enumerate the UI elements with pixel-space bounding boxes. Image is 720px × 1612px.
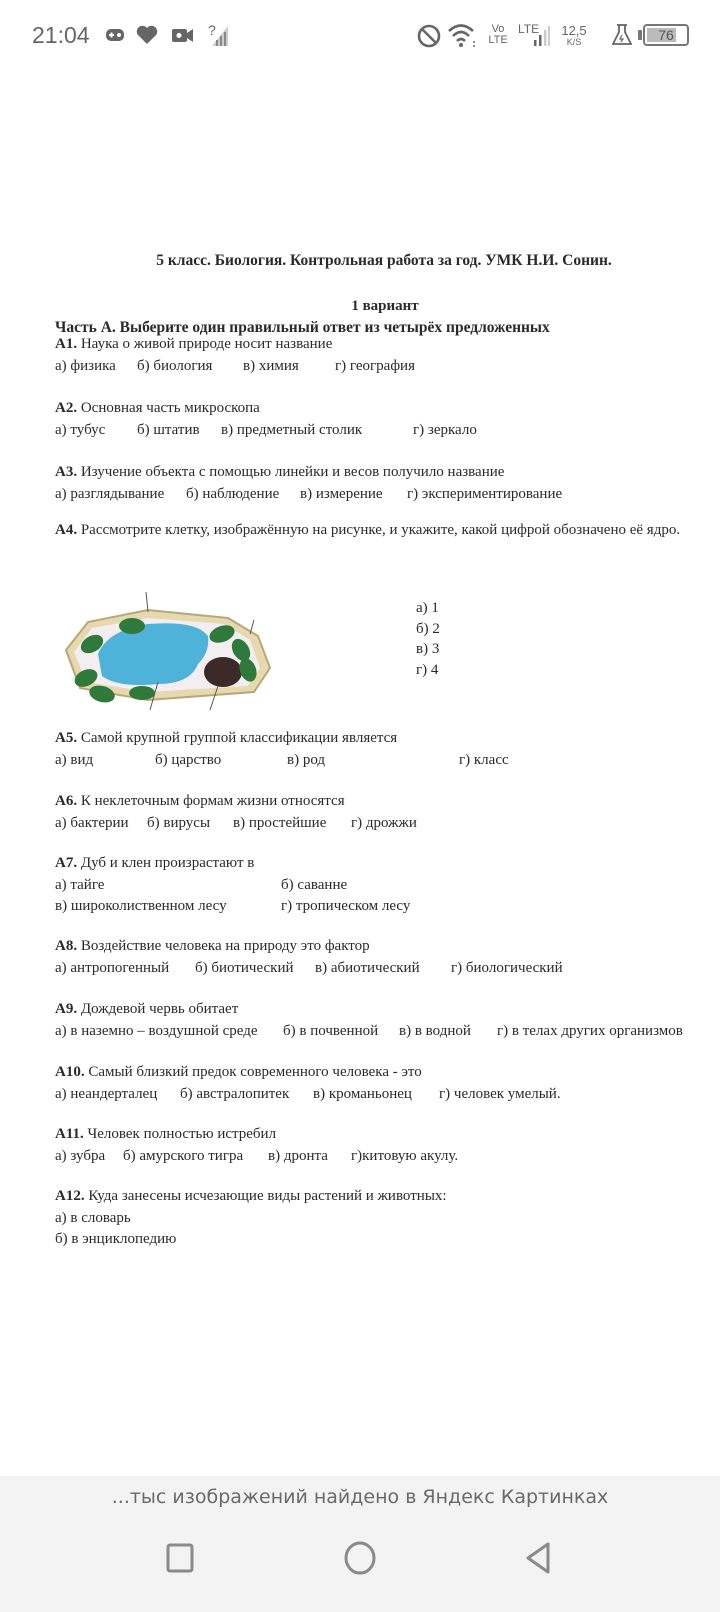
worksheet-title: 5 класс. Биология. Контрольная работа за год. УМК Н.И. Сонин.: [156, 252, 612, 269]
option: в) дронта: [268, 1147, 328, 1164]
home-button[interactable]: [340, 1538, 380, 1578]
option: г) человек умелый.: [439, 1085, 561, 1102]
option: в) простейшие: [233, 814, 327, 831]
battery-nub: [638, 30, 642, 40]
volte-indicator: Vo LTE: [488, 23, 508, 46]
question-a5: А5. Самой крупной группой классификации является а) вид б) царство в) род г) класс: [55, 728, 397, 771]
yandex-images-link[interactable]: ...тыс изображений найдено в Яндекс Картинках: [111, 1486, 609, 1508]
option: б) амурского тигра: [123, 1147, 244, 1164]
status-time: 21:04: [32, 22, 90, 48]
question-a9: А9. Дождевой червь обитает а) в наземно – воздушной среде б) в почвенной в) в водной г) в телах других организмов: [55, 999, 238, 1042]
option: г) дрожжи: [351, 814, 417, 831]
question-a10: А10. Самый близкий предок современного человека - это а) неандерталец б) австралопитек в) кроманьонец г) человек умелый.: [55, 1062, 422, 1105]
question-a12: А12. Куда занесены исчезающие виды растений и животных: а) в словарь б) в энциклопедию: [55, 1186, 447, 1251]
video-camera-icon: [172, 28, 194, 43]
option: а) бактерии: [55, 814, 129, 831]
question-a2: А2. Основная часть микроскопа а) тубус б) штатив в) предметный столик г) зеркало: [55, 398, 260, 441]
option: а) тайге: [55, 876, 105, 893]
part-a-heading: Часть А. Выберите один правильный ответ из четырёх предложенных: [55, 319, 550, 336]
option: в) предметный столик: [221, 421, 363, 438]
chloroplast: [119, 618, 145, 634]
network-speed: 12,5 K/S: [561, 23, 587, 47]
option: в) измерение: [300, 485, 383, 502]
question-a11: А11. Человек полностью истребил а) зубра б) амурского тигра в) дронта г)китовую акулу.: [55, 1124, 276, 1167]
home-circle-icon: [343, 1540, 377, 1576]
option: в) в водной: [399, 1022, 471, 1039]
option: в) абиотический: [315, 959, 420, 976]
option: в) широколиственном лесу: [55, 898, 227, 914]
question-a3: А3. Изучение объекта с помощью линейки и весов получило название а) разглядывание б) наблюдение в) измерение г) экспериментирование: [55, 462, 504, 505]
option: а) в наземно – воздушной среде: [55, 1022, 258, 1039]
option: б) 2: [416, 620, 440, 637]
gamepad-icon: [105, 28, 125, 42]
option: б) австралопитек: [180, 1085, 290, 1102]
recents-button[interactable]: [160, 1538, 200, 1578]
option: б) в почвенной: [283, 1022, 379, 1039]
option: б) царство: [155, 751, 222, 768]
option: б) вирусы: [147, 814, 211, 831]
yandex-footer: [0, 1476, 720, 1612]
option: а) физика: [55, 357, 116, 374]
option: г) в телах других организмов: [497, 1022, 683, 1039]
option: г) зеркало: [413, 421, 477, 438]
option: в) кроманьонец: [313, 1085, 412, 1102]
option: а) 1: [416, 600, 439, 616]
option: б) биология: [137, 357, 213, 374]
question-a1: А1. Наука о живой природе носит название а) физика б) биология в) химия г) география: [55, 334, 332, 377]
option: а) зубра: [55, 1147, 106, 1164]
option: в) 3: [416, 641, 440, 657]
option: а) неандерталец: [55, 1085, 158, 1102]
lte-signal-icon: LTE: [518, 22, 552, 48]
option: а) тубус: [55, 421, 106, 438]
no-sim-signal-icon: ?: [208, 22, 230, 46]
option: г) география: [335, 357, 415, 374]
nucleus: [204, 657, 242, 687]
question-a7: А7. Дуб и клен произрастают в а) тайге б) саванне в) широколиственном лесу г) тропическом лесу: [55, 853, 254, 918]
option: а) в словарь: [55, 1209, 131, 1226]
back-triangle-icon: [523, 1540, 553, 1576]
option: б) биотический: [195, 959, 294, 976]
question-a6: А6. К неклеточным формам жизни относятся а) бактерии б) вирусы в) простейшие г) дрожжи: [55, 791, 345, 834]
option: г) экспериментирование: [407, 485, 563, 502]
option: б) в энциклопедию: [55, 1231, 177, 1247]
option: в) химия: [243, 357, 299, 374]
worksheet-image: [0, 72, 720, 1476]
option: г) тропическом лесу: [281, 898, 411, 914]
option: б) штатив: [137, 421, 200, 438]
option: а) вид: [55, 751, 94, 768]
plant-cell-figure: [58, 592, 288, 712]
option: г) 4: [416, 661, 439, 678]
flask-icon: [612, 24, 632, 46]
option: б) наблюдение: [186, 485, 280, 502]
option: г) класс: [459, 751, 509, 768]
status-bar: [0, 0, 720, 72]
battery-level: 76: [658, 27, 674, 43]
option: в) род: [287, 751, 326, 768]
option: г) биологический: [451, 959, 563, 976]
question-a8: А8. Воздействие человека на природу это фактор а) антропогенный б) биотический в) абиотический г) биологический: [55, 936, 370, 979]
heart-icon: [136, 25, 158, 45]
option: б) саванне: [281, 876, 348, 893]
battery-icon: [643, 24, 689, 46]
wifi-icon: [447, 22, 477, 48]
back-button[interactable]: [518, 1538, 558, 1578]
chloroplast: [129, 686, 155, 700]
question-a4: А4. Рассмотрите клетку, изображённую на рисунке, и укажите, какой цифрой обозначено её ядро.: [55, 522, 681, 538]
recents-square-icon: [165, 1543, 195, 1573]
variant-label: 1 вариант: [351, 298, 419, 314]
question-a4-options: [416, 598, 440, 680]
do-not-disturb-icon: [417, 24, 441, 48]
option: а) разглядывание: [55, 485, 165, 502]
option: г)китовую акулу.: [351, 1147, 459, 1164]
option: а) антропогенный: [55, 959, 170, 976]
